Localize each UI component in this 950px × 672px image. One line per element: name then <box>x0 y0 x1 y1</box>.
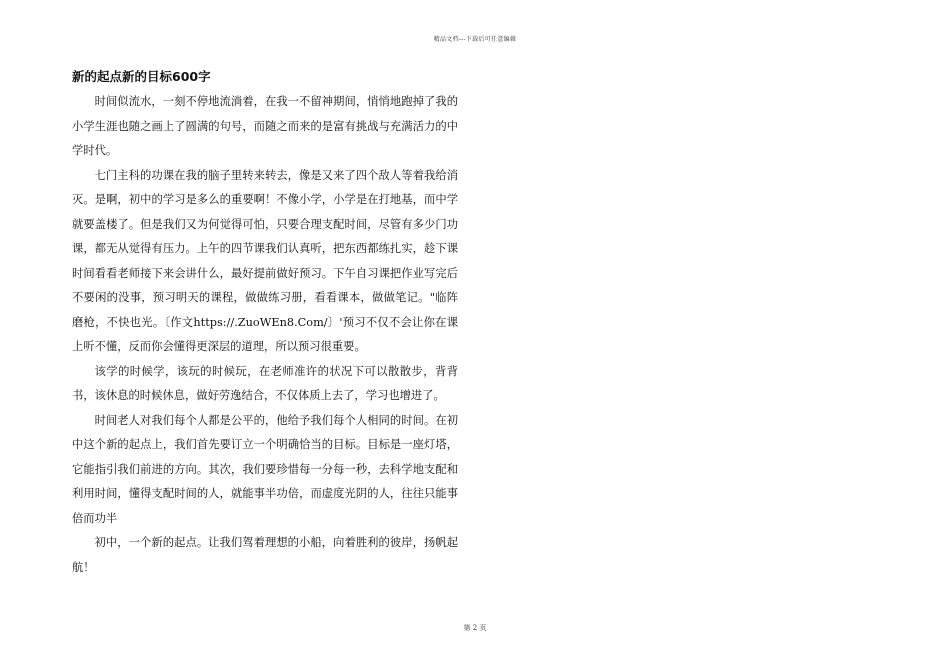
page-number: 第 2 页 <box>463 624 487 632</box>
paragraph-3: 该学的时候学，该玩的时候玩，在老师准许的状况下可以散散步，背背书，该休息的时候休息，做好劳逸结合，不仅体质上去了，学习也增进了。 <box>72 364 458 402</box>
paragraph-4: 时间老人对我们每个人都是公平的，他给予我们每个人相同的时间。在初中这个新的起点上，我们首先要订立一个明确恰当的目标。目标是一座灯塔，它能指引我们前进的方向。其次，我们要珍惜每一分每一秒，去科学地支配和利用时间，懂得支配时间的人，就能事半功倍，而虚度光阴的人，往往只能事倍而功半 <box>72 413 458 525</box>
page-header: 精品文档---下载后可任意编辑 <box>433 36 517 43</box>
document-title: 新的起点新的目标600字 <box>72 69 211 84</box>
document-body <box>72 90 458 580</box>
paragraph-1: 时间似流水，一刻不停地流淌着，在我一不留神期间，悄悄地跑掉了我的小学生涯也随之画上了圆满的句号，而随之而来的是富有挑战与充满活力的中学时代。 <box>72 95 458 157</box>
paragraph-2: 七门主科的功课在我的脑子里转来转去，像是又来了四个敌人等着我给消灭。是啊，初中的学习是多么的重要啊！不像小学，小学是在打地基，而中学就要盖楼了。但是我们又为何觉得可怕，只要合理支配时间，尽管有多少门功课，都无从觉得有压力。上午的四节课我们认真听，把东西都练扎实，趁下课时间看看老师接下来会讲什么，最好提前做好预习。下午自习课把作业写完后不要闲的没事，预习明天的课程，做做练习册，看看课本，做做笔记。"临阵磨枪，不快也光。〔作文https://.ZuoWEn8.Com/〕'预习不仅不会让你在课上听不懂，反而你会懂得更深层的道理，所以预习很重要。 <box>72 168 458 353</box>
paragraph-5: 初中，一个新的起点。让我们驾着理想的小船，向着胜利的彼岸，扬帆起航！ <box>72 536 458 574</box>
